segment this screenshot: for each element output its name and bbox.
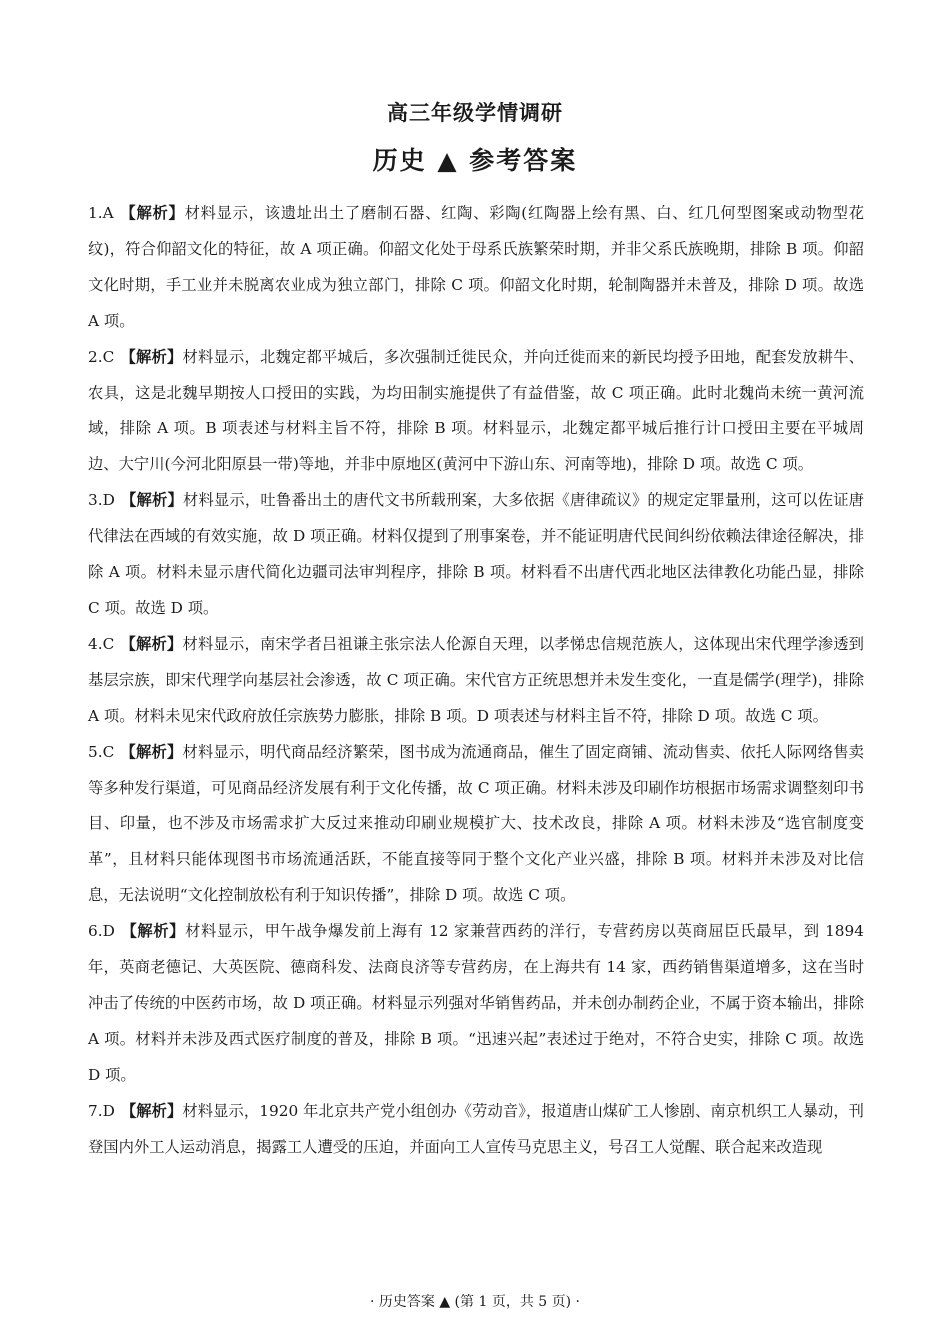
answer-item-1 bbox=[88, 196, 864, 340]
analysis-tag: 【解析】 bbox=[120, 491, 183, 510]
item-number: 3. bbox=[88, 491, 103, 510]
analysis-text: 材料显示，南宋学者吕祖谦主张宗法人伦源自天理，以孝悌忠信规范族人，这体现出宋代理学渗透到基层宗族，即宋代理学向基层社会渗透，故 C 项正确。宋代官方正统思想并未发生变化，一直是儒学(理学)，排除 A 项。材料未见宋代政府放任宗族势力膨胀，排除 B 项。D 项表述与材料主旨不符，排除 D 项。故选 C 项。 bbox=[88, 634, 864, 725]
analysis-tag: 【解析】 bbox=[119, 204, 185, 222]
answer-item-7 bbox=[88, 1094, 864, 1166]
item-answer: D bbox=[102, 491, 115, 510]
item-answer: A bbox=[102, 204, 114, 222]
analysis-text: 材料显示，吐鲁番出土的唐代文书所载刑案，大多依据《唐律疏议》的规定定罪量刑，这可以佐证唐代律法在西域的有效实施，故 D 项正确。材料仅提到了刑事案卷，并不能证明唐代民间纠纷依赖法律途径解决，排除 A 项。材料未显示唐代简化边疆司法审判程序，排除 B 项。材料看不出唐代西北地区法律教化功能凸显，排除 C 项。故选 D 项。 bbox=[88, 491, 864, 617]
answer-list bbox=[88, 196, 864, 1165]
item-answer: C bbox=[102, 742, 115, 761]
item-answer: D bbox=[102, 922, 115, 941]
page-title: 高三年级学情调研 bbox=[387, 100, 563, 125]
analysis-tag: 【解析】 bbox=[120, 742, 183, 761]
answer-item-5 bbox=[88, 735, 864, 915]
item-answer: D bbox=[102, 1101, 115, 1120]
analysis-tag: 【解析】 bbox=[120, 922, 186, 941]
analysis-tag: 【解析】 bbox=[120, 634, 183, 653]
analysis-tag: 【解析】 bbox=[120, 347, 183, 366]
analysis-text: 材料显示，该遗址出土了磨制石器、红陶、彩陶(红陶器上绘有黑、白、红几何型图案或动物型花纹)，符合仰韶文化的特征，故 A 项正确。仰韶文化处于母系氏族繁荣时期，并非父系氏族晚期，排除 B 项。仰韶文化时期，手工业并未脱离农业成为独立部门，排除 C 项。仰韶文化时期，轮制陶器并未普及，排除 D 项。故选 A 项。 bbox=[88, 204, 864, 330]
analysis-tag: 【解析】 bbox=[120, 1101, 183, 1120]
analysis-text: 材料显示，1920 年北京共产党小组创办《劳动音》，报道唐山煤矿工人惨剧、南京机织工人暴动，刊登国内外工人运动消息，揭露工人遭受的压迫，并面向工人宣传马克思主义，号召工人觉醒、联合起来改造现 bbox=[88, 1101, 864, 1156]
answer-item-3 bbox=[88, 483, 864, 627]
page-subtitle: 历史 ▲ 参考答案 bbox=[372, 146, 578, 175]
analysis-text: 材料显示，北魏定都平城后，多次强制迁徙民众，并向迁徙而来的新民均授予田地，配套发放耕牛、农具，这是北魏早期按人口授田的实践，为均田制实施提供了有益借鉴，故 C 项正确。此时北魏尚未统一黄河流域，排除 A 项。B 项表述与材料主旨不符，排除 B 项。材料显示，北魏定都平城后推行计口授田主要在平城周边、大宁川(今河北阳原县一带)等地，并非中原地区(黄河中下游山东、河南等地)，排除 D 项。故选 C 项。 bbox=[88, 347, 864, 474]
answer-item-4 bbox=[88, 627, 864, 735]
item-number: 2. bbox=[88, 347, 103, 366]
item-number: 1. bbox=[88, 204, 103, 222]
answer-item-6 bbox=[88, 914, 864, 1094]
item-answer: C bbox=[102, 634, 115, 653]
analysis-text: 材料显示，甲午战争爆发前上海有 12 家兼营西药的洋行，专营药房以英商屈臣氏最早，到 1894 年，英商老德记、大英医院、德商科发、法商良济等专营药房，在上海共有 14 家，西药销售渠道增多，这在当时冲击了传统的中医药市场，故 D 项正确。材料显示列强对华销售药品，并未创办制药企业，不属于资本输出，排除 A 项。材料并未涉及西式医疗制度的普及，排除 B 项。“迅速兴起”表述过于绝对，不符合史实，排除 C 项。故选 D 项。 bbox=[88, 922, 864, 1084]
analysis-text: 材料显示，明代商品经济繁荣，图书成为流通商品，催生了固定商铺、流动售卖、依托人际网络售卖等多种发行渠道，可见商品经济发展有利于文化传播，故 C 项正确。材料未涉及印刷作坊根据市场需求调整刻印书目、印量，也不涉及市场需求扩大反过来推动印刷业规模扩大、技术改良，排除 A 项。材料未涉及“选官制度变革”，且材料只能体现图书市场流通活跃，不能直接等同于整个文化产业兴盛，排除 B 项。材料并未涉及对比信息，无法说明“文化控制放松有利于知识传播”，排除 D 项。故选 C 项。 bbox=[88, 742, 864, 905]
page-footer: · 历史答案 ▲ (第 1 页，共 5 页) · bbox=[369, 1294, 580, 1310]
item-number: 4. bbox=[88, 634, 103, 653]
item-answer: C bbox=[102, 347, 115, 366]
answer-item-2 bbox=[88, 340, 864, 484]
item-number: 6. bbox=[88, 922, 103, 941]
item-number: 7. bbox=[88, 1101, 103, 1120]
item-number: 5. bbox=[88, 742, 103, 761]
